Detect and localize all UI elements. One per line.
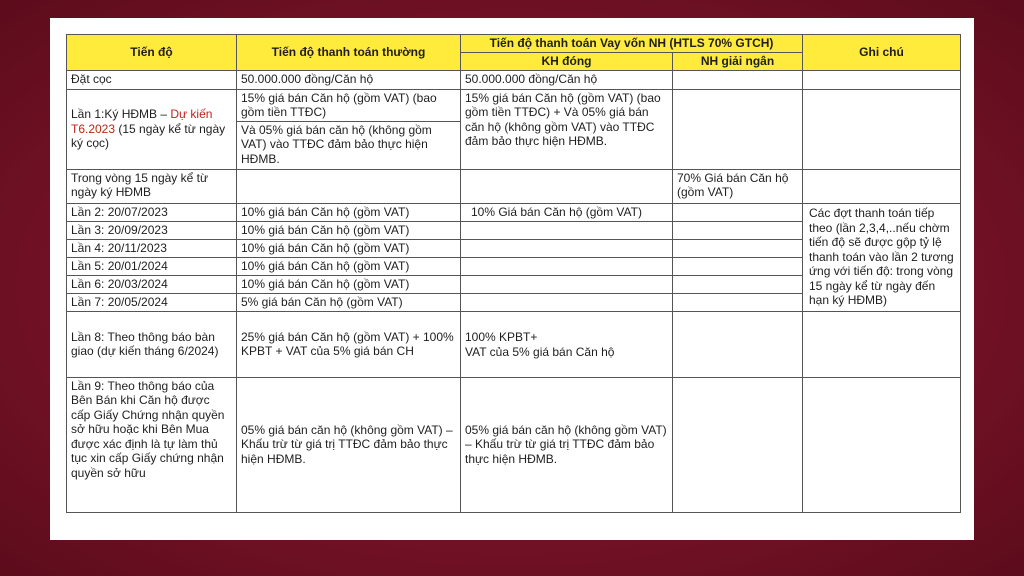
cell-nh [673, 221, 803, 239]
cell-ghi-chu [803, 70, 961, 89]
label-part: Lần 1:Ký HĐMB – [71, 107, 171, 122]
cell-nh [673, 293, 803, 311]
cell-thuong: 50.000.000 đồng/Căn hộ [237, 70, 461, 89]
cell-kh [461, 169, 673, 203]
cell-thuong: 10% giá bán Căn hộ (gồm VAT) [237, 257, 461, 275]
cell-nh [673, 257, 803, 275]
cell-nh: 70% Giá bán Căn hộ (gồm VAT) [673, 169, 803, 203]
cell-thuong: 10% giá bán Căn hộ (gồm VAT) [237, 221, 461, 239]
cell-kh: 10% Giá bán Căn hộ (gồm VAT) [461, 203, 673, 221]
header-ghi-chu: Ghi chú [803, 35, 961, 71]
cell-label [67, 89, 237, 169]
cell-kh [461, 221, 673, 239]
row-trong-vong [67, 169, 961, 203]
cell-thuong: 10% giá bán Căn hộ (gồm VAT) [237, 239, 461, 257]
row-dat-coc [67, 70, 961, 89]
cell-kh [461, 239, 673, 257]
thuong-part-2: Và 05% giá bán căn hộ (không gồm VAT) vào TTĐC đảm bảo thực hiện HĐMB. [241, 122, 432, 166]
cell-thuong: 10% giá bán Căn hộ (gồm VAT) [237, 275, 461, 293]
cell-nh [673, 377, 803, 512]
cell-thuong: 10% giá bán Căn hộ (gồm VAT) [237, 203, 461, 221]
cell-ghi-chu [803, 89, 961, 169]
cell-ghi-chu [803, 311, 961, 377]
cell-kh: 15% giá bán Căn hộ (gồm VAT) (bao gồm tiền TTĐC) + Và 05% giá bán căn hộ (không gồm VAT) vào TTĐC đảm bảo thực hiện HĐMB. [461, 89, 673, 169]
cell-kh: 50.000.000 đồng/Căn hộ [461, 70, 673, 89]
cell-label: Lần 9: Theo thông báo của Bên Bán khi Căn hộ được cấp Giấy Chứng nhận quyền sở hữu hoặc khi Bên Mua được xác định là tự làm thủ tục xin cấp Giấy chứng nhận quyền sở hữu [67, 377, 237, 512]
cell-label: Trong vòng 15 ngày kể từ ngày ký HĐMB [67, 169, 237, 203]
cell-kh [461, 275, 673, 293]
cell-thuong: 25% giá bán Căn hộ (gồm VAT) + 100% KPBT + VAT của 5% giá bán CH [237, 311, 461, 377]
cell-nh [673, 275, 803, 293]
cell-nh [673, 239, 803, 257]
cell-nh [673, 89, 803, 169]
cell-kh [461, 257, 673, 275]
cell-label: Lần 2: 20/07/2023 [67, 203, 237, 221]
kh-part-2: VAT của 5% giá bán Căn hộ [465, 345, 615, 359]
cell-thuong: 05% giá bán căn hộ (không gồm VAT) – Khấu trừ từ giá trị TTĐC đảm bảo thực hiện HĐMB. [237, 377, 461, 512]
cell-thuong [237, 169, 461, 203]
header-tien-do: Tiến độ [67, 35, 237, 71]
cell-nh [673, 70, 803, 89]
payment-schedule-table [66, 34, 961, 513]
cell-label: Lần 8: Theo thông báo bàn giao (dự kiến tháng 6/2024) [67, 311, 237, 377]
cell-label: Đặt cọc [67, 70, 237, 89]
cell-nh [673, 203, 803, 221]
row-lan1 [67, 89, 961, 169]
row-lan2 [67, 203, 961, 221]
document-sheet [50, 18, 974, 540]
header-kh-dong: KH đóng [461, 53, 673, 71]
cell-label: Lần 5: 20/01/2024 [67, 257, 237, 275]
row-lan8 [67, 311, 961, 377]
cell-ghi-chu [803, 169, 961, 203]
header-nh-giai-ngan: NH giải ngân [673, 53, 803, 71]
cell-thuong: 5% giá bán Căn hộ (gồm VAT) [237, 293, 461, 311]
cell-label: Lần 3: 20/09/2023 [67, 221, 237, 239]
cell-kh [461, 311, 673, 377]
label-highlight: Dự kiến T6.2023 [71, 107, 213, 136]
cell-label: Lần 7: 20/05/2024 [67, 293, 237, 311]
cell-nh [673, 311, 803, 377]
cell-thuong [237, 89, 461, 169]
cell-label: Lần 6: 20/03/2024 [67, 275, 237, 293]
row-lan9 [67, 377, 961, 512]
cell-ghi-chu-note: Các đợt thanh toán tiếp theo (lần 2,3,4,..nếu chờm tiến độ sẽ được gộp tỷ lệ thanh toán vào lần 2 tương ứng với tiến độ: trong vòng 15 ngày kể từ ngày đến hạn ký HĐMB) [803, 203, 961, 311]
header-thuong: Tiến độ thanh toán thường [237, 35, 461, 71]
cell-kh [461, 293, 673, 311]
header-vay: Tiến độ thanh toán Vay vốn NH (HTLS 70% GTCH) [461, 35, 803, 53]
cell-kh: 05% giá bán căn hộ (không gồm VAT) – Khấu trừ từ giá trị TTĐC đảm bảo thực hiện HĐMB. [461, 377, 673, 512]
kh-part-1: 100% KPBT+ [465, 329, 538, 344]
thuong-part-1: 15% giá bán Căn hộ (gồm VAT) (bao gồm tiền TTĐC) [237, 90, 460, 122]
cell-ghi-chu [803, 377, 961, 512]
cell-label: Lần 4: 20/11/2023 [67, 239, 237, 257]
label-part: (15 ngày kể từ ngày ký cọc) [71, 121, 226, 151]
